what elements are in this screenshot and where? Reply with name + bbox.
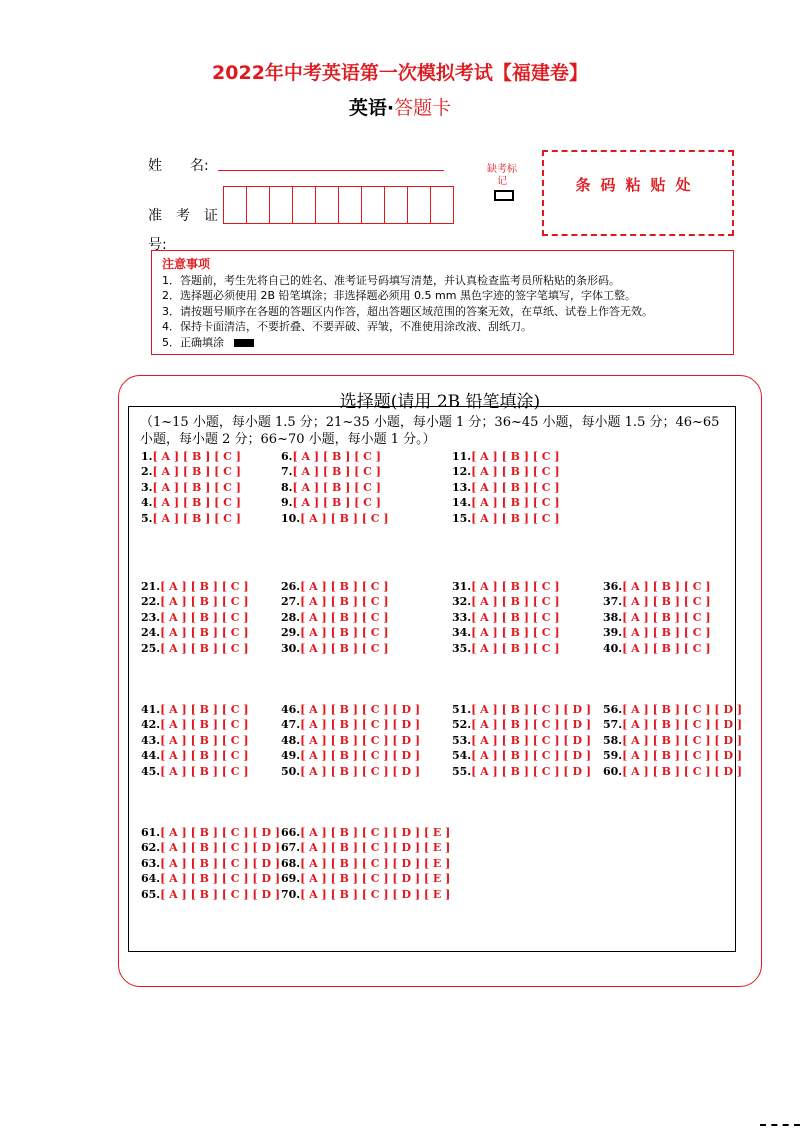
question-number: 31. <box>452 580 472 593</box>
question-43-bubbles[interactable] <box>141 734 249 747</box>
question-32-bubbles[interactable] <box>452 595 560 608</box>
answer-options[interactable]: [ A ] [ B ] [ C ] <box>160 718 249 732</box>
question-number: 40. <box>603 641 623 655</box>
question-number: 37. <box>603 595 623 609</box>
question-57-bubbles[interactable] <box>603 718 742 731</box>
answer-options[interactable]: [ A ] [ B ] [ C ] [ D ] [ E ] <box>300 887 451 901</box>
answer-options[interactable]: [ A ] [ B ] [ C ] <box>292 450 381 463</box>
question-2-bubbles[interactable] <box>141 465 241 478</box>
answer-options[interactable]: [ A ] [ B ] [ C ] <box>152 465 241 479</box>
page-corner-mark <box>760 1124 800 1130</box>
question-62-bubbles[interactable] <box>141 841 280 854</box>
question-64-bubbles[interactable] <box>141 872 280 885</box>
question-9-bubbles[interactable] <box>281 496 381 509</box>
question-number: 59. <box>603 749 623 763</box>
question-38-bubbles[interactable] <box>603 611 711 624</box>
question-11-bubbles[interactable] <box>452 450 560 463</box>
answer-options[interactable]: [ A ] [ B ] [ C ] [ D ] <box>622 718 743 732</box>
question-1-bubbles[interactable] <box>141 450 241 463</box>
question-10-bubbles[interactable] <box>281 512 389 525</box>
answer-options[interactable]: [ A ] [ B ] [ C ] <box>292 480 381 494</box>
question-number: 44. <box>141 749 161 763</box>
question-61-bubbles[interactable] <box>141 826 280 839</box>
question-number: 12. <box>452 465 472 479</box>
name-label: 姓 名: <box>148 158 209 174</box>
question-number: 65. <box>141 887 161 901</box>
section-instructions: （1~15 小题，每小题 1.5 分；21~35 小题，每小题 1 分；36~45 小题，每小题 1.5 分；46~65 小题，每小题 2 分；66~70 小题，每小题 1 分。） <box>140 415 720 447</box>
answer-options[interactable]: [ A ] [ B ] [ C ] <box>160 764 249 778</box>
question-number: 43. <box>141 733 161 747</box>
question-number: 39. <box>603 626 623 640</box>
answer-options[interactable]: [ A ] [ B ] [ C ] [ D ] <box>160 856 281 870</box>
answer-options[interactable]: [ A ] [ B ] [ C ] [ D ] [ E ] <box>300 856 451 870</box>
question-45-bubbles[interactable] <box>141 765 249 778</box>
answer-options[interactable]: [ A ] [ B ] [ C ] <box>622 610 711 624</box>
answer-options[interactable]: [ A ] [ B ] [ C ] [ D ] <box>300 718 421 732</box>
notice-item: 1．答题前，考生先将自己的姓名、准考证号码填写清楚，并认真检查监考员所粘贴的条形码。 <box>162 273 620 287</box>
page-title: 2022年中考英语第一次模拟考试【福建卷】 <box>212 62 588 84</box>
question-49-bubbles[interactable] <box>281 749 420 762</box>
question-number: 66. <box>281 826 301 839</box>
question-47-bubbles[interactable] <box>281 718 420 731</box>
question-number: 32. <box>452 595 472 609</box>
question-6-bubbles[interactable] <box>281 450 381 463</box>
question-number: 22. <box>141 595 161 609</box>
answer-options[interactable]: [ A ] [ B ] [ C ] [ D ] <box>471 749 592 763</box>
notice-item: 4．保持卡面清洁，不要折叠、不要弄破、弄皱，不准使用涂改液、刮纸刀。 <box>162 320 532 333</box>
answer-options[interactable]: [ A ] [ B ] [ C ] <box>471 480 560 494</box>
question-number: 33. <box>452 610 472 624</box>
question-37-bubbles[interactable] <box>603 595 711 608</box>
question-58-bubbles[interactable] <box>603 734 742 747</box>
question-56-bubbles[interactable] <box>603 703 742 716</box>
question-21-bubbles[interactable] <box>141 580 249 593</box>
question-number: 34. <box>452 626 472 640</box>
question-69-bubbles[interactable] <box>281 872 450 885</box>
question-number: 70. <box>281 887 301 901</box>
answer-options[interactable]: [ A ] [ B ] [ C ] [ D ] [ E ] <box>300 841 451 855</box>
question-44-bubbles[interactable] <box>141 749 249 762</box>
answer-options[interactable]: [ A ] [ B ] [ C ] <box>292 465 381 479</box>
answer-options[interactable]: [ A ] [ B ] [ C ] <box>152 511 241 525</box>
question-53-bubbles[interactable] <box>452 734 591 747</box>
answer-options[interactable]: [ A ] [ B ] [ C ] [ D ] <box>471 718 592 732</box>
question-66-bubbles[interactable] <box>281 826 450 839</box>
answer-options[interactable]: [ A ] [ B ] [ C ] [ D ] <box>160 887 281 901</box>
answer-options[interactable]: [ A ] [ B ] [ C ] <box>160 595 249 609</box>
answer-options[interactable]: [ A ] [ B ] [ C ] [ D ] [ E ] <box>300 826 451 839</box>
answer-options[interactable]: [ A ] [ B ] [ C ] <box>622 626 711 640</box>
question-50-bubbles[interactable] <box>281 765 420 778</box>
question-15-bubbles[interactable] <box>452 512 560 525</box>
answer-options[interactable]: [ A ] [ B ] [ C ] [ D ] <box>300 703 421 716</box>
answer-options[interactable]: [ A ] [ B ] [ C ] <box>300 641 389 655</box>
question-number: 68. <box>281 856 301 870</box>
question-number: 54. <box>452 749 472 763</box>
question-41-bubbles[interactable] <box>141 703 249 716</box>
answer-options[interactable]: [ A ] [ B ] [ C ] <box>471 580 560 593</box>
answer-options[interactable]: [ A ] [ B ] [ C ] <box>622 641 711 655</box>
answer-options[interactable]: [ A ] [ B ] [ C ] <box>160 733 249 747</box>
question-number: 61. <box>141 826 161 839</box>
question-52-bubbles[interactable] <box>452 718 591 731</box>
question-28-bubbles[interactable] <box>281 611 389 624</box>
barcode-label: 条码粘贴处 <box>575 176 701 194</box>
answer-options[interactable]: [ A ] [ B ] [ C ] [ D ] <box>300 749 421 763</box>
question-number: 52. <box>452 718 472 732</box>
question-29-bubbles[interactable] <box>281 626 389 639</box>
question-3-bubbles[interactable] <box>141 481 241 494</box>
question-number: 64. <box>141 872 161 886</box>
question-number: 58. <box>603 733 623 747</box>
question-number: 8. <box>281 480 293 494</box>
question-number: 24. <box>141 626 161 640</box>
question-number: 45. <box>141 764 161 778</box>
answer-options[interactable]: [ A ] [ B ] [ C ] <box>300 511 389 525</box>
question-number: 13. <box>452 480 472 494</box>
question-number: 5. <box>141 511 153 525</box>
answer-options[interactable]: [ A ] [ B ] [ C ] [ D ] <box>471 733 592 747</box>
answer-options[interactable]: [ A ] [ B ] [ C ] <box>471 610 560 624</box>
answer-options[interactable]: [ A ] [ B ] [ C ] <box>152 496 241 510</box>
question-number: 7. <box>281 465 293 479</box>
question-number: 25. <box>141 641 161 655</box>
answer-options[interactable]: [ A ] [ B ] [ C ] [ D ] <box>160 872 281 886</box>
question-number: 28. <box>281 610 301 624</box>
question-60-bubbles[interactable] <box>603 765 742 778</box>
question-70-bubbles[interactable] <box>281 888 450 901</box>
question-35-bubbles[interactable] <box>452 642 560 655</box>
question-8-bubbles[interactable] <box>281 481 381 494</box>
question-number: 11. <box>452 450 472 463</box>
answer-options[interactable]: [ A ] [ B ] [ C ] <box>300 595 389 609</box>
answer-options[interactable]: [ A ] [ B ] [ C ] [ D ] <box>622 764 743 778</box>
question-36-bubbles[interactable] <box>603 580 711 593</box>
question-number: 30. <box>281 641 301 655</box>
answer-options[interactable]: [ A ] [ B ] [ C ] <box>160 641 249 655</box>
question-number: 14. <box>452 496 472 510</box>
notice-item: 2．选择题必须使用 2B 铅笔填涂；非选择题必须用 0.5 mm 黑色字迹的签字笔填写，字体工整。 <box>162 289 636 302</box>
answer-options[interactable]: [ A ] [ B ] [ C ] <box>471 626 560 640</box>
question-31-bubbles[interactable] <box>452 580 560 593</box>
question-25-bubbles[interactable] <box>141 642 249 655</box>
answer-options[interactable]: [ A ] [ B ] [ C ] <box>300 626 389 640</box>
answer-options[interactable]: [ A ] [ B ] [ C ] [ D ] <box>622 703 743 716</box>
answer-options[interactable]: [ A ] [ B ] [ C ] [ D ] [ E ] <box>300 872 451 886</box>
question-12-bubbles[interactable] <box>452 465 560 478</box>
answer-options[interactable]: [ A ] [ B ] [ C ] [ D ] <box>160 826 281 839</box>
question-number: 56. <box>603 703 623 716</box>
question-number: 9. <box>281 496 293 510</box>
question-51-bubbles[interactable] <box>452 703 591 716</box>
question-number: 50. <box>281 764 301 778</box>
question-27-bubbles[interactable] <box>281 595 389 608</box>
question-54-bubbles[interactable] <box>452 749 591 762</box>
question-number: 3. <box>141 480 153 494</box>
section-title: 选择题(请用 2B 铅笔填涂) <box>339 392 541 412</box>
question-number: 55. <box>452 764 472 778</box>
question-number: 63. <box>141 856 161 870</box>
notice-item: 5．正确填涂 <box>162 335 224 349</box>
answer-options[interactable]: [ A ] [ B ] [ C ] <box>622 595 711 609</box>
question-number: 10. <box>281 511 301 525</box>
question-14-bubbles[interactable] <box>452 496 560 509</box>
answer-options[interactable]: [ A ] [ B ] [ C ] <box>622 580 711 593</box>
question-48-bubbles[interactable] <box>281 734 420 747</box>
answer-options[interactable]: [ A ] [ B ] [ C ] <box>471 465 560 479</box>
question-number: 2. <box>141 465 153 479</box>
question-number: 1. <box>141 450 153 463</box>
subtitle-card: 答题卡 <box>394 97 452 119</box>
question-number: 57. <box>603 718 623 732</box>
question-68-bubbles[interactable] <box>281 857 450 870</box>
question-30-bubbles[interactable] <box>281 642 389 655</box>
answer-options[interactable]: [ A ] [ B ] [ C ] <box>160 610 249 624</box>
question-number: 6. <box>281 450 293 463</box>
question-42-bubbles[interactable] <box>141 718 249 731</box>
question-number: 46. <box>281 703 301 716</box>
subtitle-subject: 英语· <box>348 97 395 119</box>
answer-options[interactable]: [ A ] [ B ] [ C ] [ D ] <box>622 749 743 763</box>
question-number: 38. <box>603 610 623 624</box>
answer-options[interactable]: [ A ] [ B ] [ C ] <box>300 610 389 624</box>
question-number: 48. <box>281 733 301 747</box>
question-65-bubbles[interactable] <box>141 888 280 901</box>
answer-options[interactable]: [ A ] [ B ] [ C ] <box>300 580 389 593</box>
answer-options[interactable]: [ A ] [ B ] [ C ] <box>471 595 560 609</box>
question-number: 51. <box>452 703 472 716</box>
question-number: 53. <box>452 733 472 747</box>
answer-options[interactable]: [ A ] [ B ] [ C ] <box>152 450 241 463</box>
question-24-bubbles[interactable] <box>141 626 249 639</box>
answer-options[interactable]: [ A ] [ B ] [ C ] <box>160 703 249 716</box>
answer-options[interactable]: [ A ] [ B ] [ C ] <box>160 749 249 763</box>
question-39-bubbles[interactable] <box>603 626 711 639</box>
question-number: 67. <box>281 841 301 855</box>
answer-options[interactable]: [ A ] [ B ] [ C ] [ D ] <box>622 733 743 747</box>
answer-options[interactable]: [ A ] [ B ] [ C ] <box>160 626 249 640</box>
question-63-bubbles[interactable] <box>141 857 280 870</box>
answer-options[interactable]: [ A ] [ B ] [ C ] <box>471 641 560 655</box>
answer-options[interactable]: [ A ] [ B ] [ C ] <box>160 580 249 593</box>
answer-options[interactable]: [ A ] [ B ] [ C ] [ D ] <box>160 841 281 855</box>
question-46-bubbles[interactable] <box>281 703 420 716</box>
answer-options[interactable]: [ A ] [ B ] [ C ] [ D ] <box>471 764 592 778</box>
question-22-bubbles[interactable] <box>141 595 249 608</box>
exam-id-label-suffix: 号: <box>148 237 167 253</box>
question-number: 47. <box>281 718 301 732</box>
question-67-bubbles[interactable] <box>281 841 450 854</box>
question-number: 27. <box>281 595 301 609</box>
question-number: 15. <box>452 511 472 525</box>
question-number: 23. <box>141 610 161 624</box>
question-number: 62. <box>141 841 161 855</box>
question-26-bubbles[interactable] <box>281 580 389 593</box>
answer-options[interactable]: [ A ] [ B ] [ C ] <box>292 496 381 510</box>
answer-options[interactable]: [ A ] [ B ] [ C ] <box>471 496 560 510</box>
answer-options[interactable]: [ A ] [ B ] [ C ] [ D ] <box>300 733 421 747</box>
answer-options[interactable]: [ A ] [ B ] [ C ] <box>152 480 241 494</box>
answer-options[interactable]: [ A ] [ B ] [ C ] <box>471 450 560 463</box>
question-number: 49. <box>281 749 301 763</box>
question-4-bubbles[interactable] <box>141 496 241 509</box>
question-23-bubbles[interactable] <box>141 611 249 624</box>
question-number: 29. <box>281 626 301 640</box>
question-number: 26. <box>281 580 301 593</box>
notice-title: 注意事项 <box>162 257 211 271</box>
question-55-bubbles[interactable] <box>452 765 591 778</box>
notice-item: 3．请按题号顺序在各题的答题区内作答，超出答题区域范围的答案无效，在草纸、试卷上作答无效。 <box>162 304 653 318</box>
answer-options[interactable]: [ A ] [ B ] [ C ] [ D ] <box>471 703 592 716</box>
question-number: 69. <box>281 872 301 886</box>
question-number: 42. <box>141 718 161 732</box>
answer-options[interactable]: [ A ] [ B ] [ C ] [ D ] <box>300 764 421 778</box>
absent-mark-label: 缺考标记 <box>487 164 517 187</box>
question-number: 21. <box>141 580 161 593</box>
question-number: 60. <box>603 764 623 778</box>
question-number: 36. <box>603 580 623 593</box>
answer-options[interactable]: [ A ] [ B ] [ C ] <box>471 511 560 525</box>
question-number: 35. <box>452 641 472 655</box>
question-number: 41. <box>141 703 161 716</box>
question-5-bubbles[interactable] <box>141 512 241 525</box>
question-34-bubbles[interactable] <box>452 626 560 639</box>
question-33-bubbles[interactable] <box>452 611 560 624</box>
exam-id-label: 准 考 证 <box>148 208 218 224</box>
question-59-bubbles[interactable] <box>603 749 742 762</box>
question-7-bubbles[interactable] <box>281 465 381 478</box>
question-13-bubbles[interactable] <box>452 481 560 494</box>
question-40-bubbles[interactable] <box>603 642 711 655</box>
question-number: 4. <box>141 496 153 510</box>
